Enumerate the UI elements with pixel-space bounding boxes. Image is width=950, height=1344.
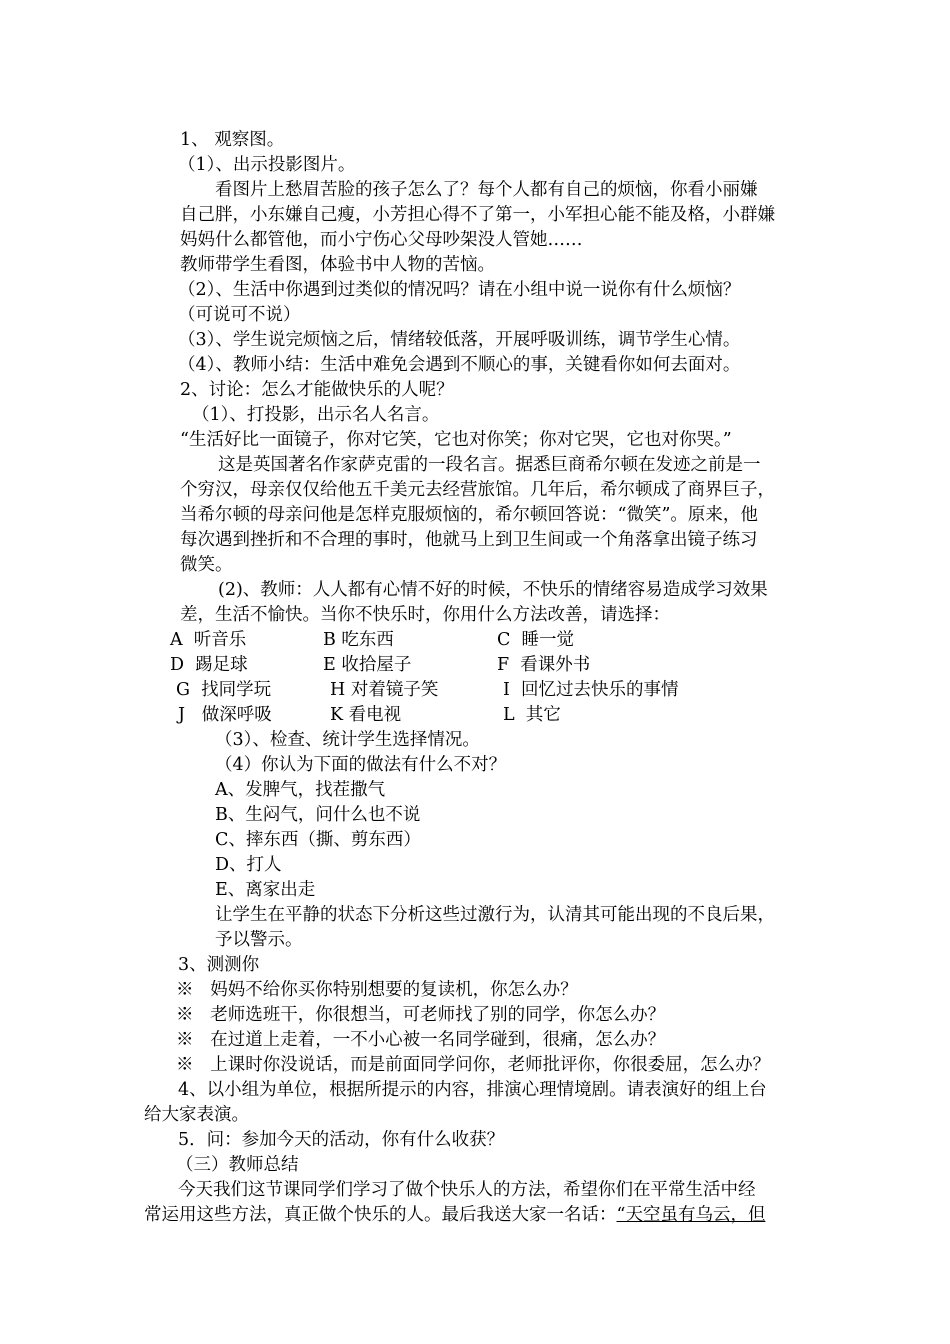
option-f: F 看课外书 (497, 655, 591, 675)
step-1-4: （4）、教师小结：生活中难免会遇到不顺心的事，关键看你如何去面对。 (178, 355, 741, 375)
step-1-3: （3）、学生说完烦恼之后，情绪较低落，开展呼吸训练，调节学生心情。 (178, 330, 741, 350)
option-j: J 做深呼吸 (178, 705, 272, 725)
step-1-1: （1）、出示投影图片。 (178, 155, 356, 175)
step-1-2: （2）、生活中你遇到过类似的情况吗？请在小组中说一说你有什么烦恼？ (178, 280, 741, 300)
paragraph-line: 差，生活不愉快。当你不快乐时，你用什么方法改善，请选择： (180, 605, 670, 625)
option-k: K 看电视 (330, 705, 402, 725)
behavior-b: B、生闷气，问什么也不说 (215, 805, 421, 825)
step-2-1: （1）、打投影，出示名人名言。 (192, 405, 440, 425)
option-a: A 听音乐 (170, 630, 247, 650)
quote-line: “生活好比一面镜子，你对它笑，它也对你笑；你对它哭，它也对你哭。” (180, 430, 732, 450)
paragraph-line: 当希尔顿的母亲问他是怎样克服烦恼的，希尔顿回答说：“微笑”。原来，他 (180, 505, 758, 525)
option-l: L 其它 (503, 705, 561, 725)
quiz-item: ※ 老师选班干，你很想当，可老师找了别的同学，你怎么办？ (176, 1005, 666, 1025)
option-b: B 吃东西 (323, 630, 394, 650)
paragraph-line: 微笑。 (180, 555, 233, 575)
quiz-item: ※ 上课时你没说话，而是前面同学问你，老师批评你，你很委屈，怎么办？ (176, 1055, 771, 1075)
option-c: C 睡一觉 (497, 630, 575, 650)
closing-quote: “天空虽有乌云，但 (616, 1205, 766, 1225)
section-2-heading: 2、讨论：怎么才能做快乐的人呢？ (180, 380, 454, 400)
behavior-d: D、打人 (215, 855, 282, 875)
section-3-heading: 3、测测你 (178, 955, 260, 975)
behavior-e: E、离家出走 (215, 880, 316, 900)
paragraph-line: 自己胖，小东嫌自己瘦，小芳担心得不了第一，小军担心能不能及格，小群嫌 (180, 205, 775, 225)
option-h: H 对着镜子笑 (330, 680, 439, 700)
step-2-3: （3）、检查、统计学生选择情况。 (215, 730, 480, 750)
option-e: E 收拾屋子 (323, 655, 412, 675)
section-4: 4、以小组为单位，根据所提示的内容，排演心理情境剧。请表演好的组上台 (178, 1080, 767, 1100)
paragraph-line: （可说可不说） (178, 305, 301, 325)
behavior-c: C、摔东西（撕、剪东西） (215, 830, 421, 850)
behavior-a: A、发脾气，找茬撒气 (215, 780, 386, 800)
option-i: I 回忆过去快乐的事情 (503, 680, 679, 700)
step-2-2: (2)、教师：人人都有心情不好的时候，不快乐的情绪容易造成学习效果 (218, 580, 768, 600)
paragraph-line: 教师带学生看图，体验书中人物的苦恼。 (180, 255, 495, 275)
paragraph-line: 每次遇到挫折和不合理的事时，他就马上到卫生间或一个角落拿出镜子练习 (180, 530, 758, 550)
option-d: D 踢足球 (170, 655, 248, 675)
paragraph-line (144, 1203, 765, 1228)
quiz-item: ※ 妈妈不给你买你特别想要的复读机，你怎么办？ (176, 980, 578, 1000)
paragraph-line: 看图片上愁眉苦脸的孩子怎么了？每个人都有自己的烦恼，你看小丽嫌 (215, 180, 758, 200)
paragraph-line: 予以警示。 (215, 930, 303, 950)
paragraph-line: 今天我们这节课同学们学习了做个快乐人的方法，希望你们在平常生活中经 (178, 1180, 756, 1200)
teacher-summary-heading: （三）教师总结 (176, 1155, 299, 1175)
quiz-item: ※ 在过道上走着，一不小心被一名同学碰到，很痛，怎么办？ (176, 1030, 666, 1050)
option-g: G 找同学玩 (176, 680, 272, 700)
paragraph-line: 妈妈什么都管他，而小宁伤心父母吵架没人管她…… (180, 230, 583, 250)
step-2-4: （4）你认为下面的做法有什么不对？ (215, 755, 507, 775)
section-1-heading: 1、 观察图。 (180, 130, 285, 150)
closing-text: 常运用这些方法，真正做个快乐的人。最后我送大家一名话： (144, 1205, 617, 1225)
paragraph-line: 这是英国著名作家萨克雷的一段名言。据悉巨商希尔顿在发迹之前是一 (218, 455, 761, 475)
paragraph-line: 给大家表演。 (144, 1105, 249, 1125)
paragraph-line: 让学生在平静的状态下分析这些过激行为，认清其可能出现的不良后果， (215, 905, 775, 925)
paragraph-line: 个穷汉，母亲仅仅给他五千美元去经营旅馆。几年后，希尔顿成了商界巨子， (180, 480, 775, 500)
section-5: 5．问：参加今天的活动，你有什么收获？ (178, 1130, 505, 1150)
